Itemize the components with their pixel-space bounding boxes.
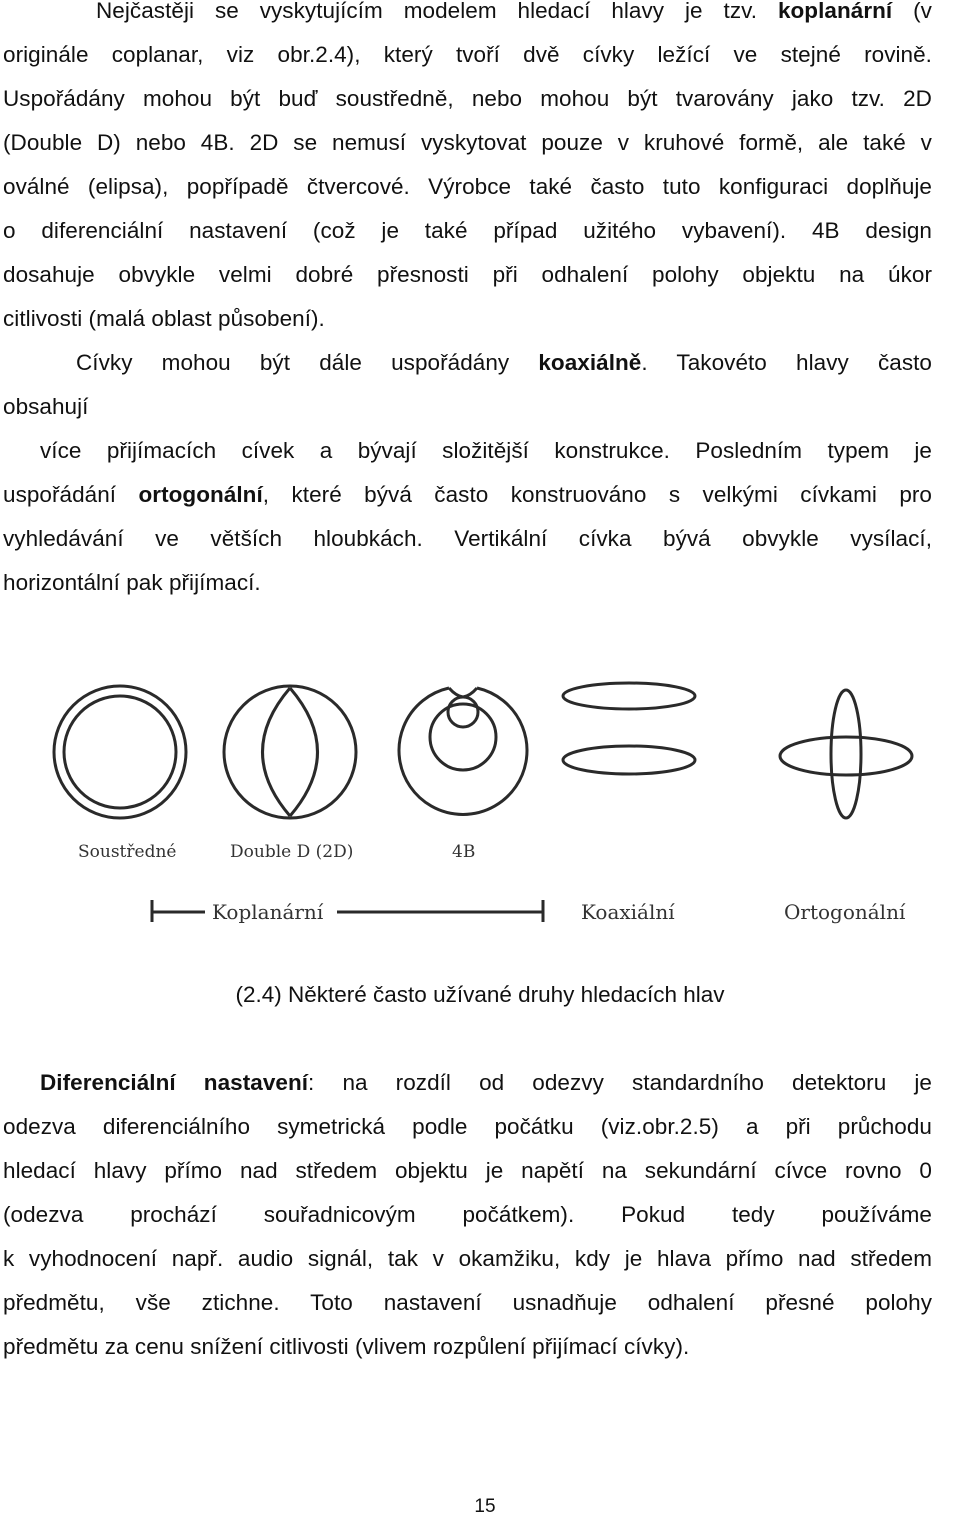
page-number: 15: [474, 1496, 496, 1517]
orthogonal-vertical-coil: [831, 690, 861, 818]
bold-term-koplanarni: koplanární: [777, 0, 893, 23]
double-d-left-arc: [263, 688, 291, 816]
paragraph-3-line-6: předmětu, vše ztichne. Toto nastavení usnadňuje odhalení přesné polohy: [3, 1290, 932, 1315]
paragraph-2-line-1: [76, 348, 932, 378]
paragraph-1-line-8: citlivosti (malá oblast působení).: [3, 306, 325, 331]
paragraph-3-line-4: (odezva prochází souřadnicovým počátkem). Pokud tedy používáme: [3, 1202, 932, 1227]
text-run: : na rozdíl od odezvy standardního detektoru je: [308, 1070, 932, 1095]
text-run: , které bývá často konstruováno s velkými cívkami pro: [262, 482, 932, 507]
double-d-right-arc: [290, 688, 318, 816]
paragraph-2-line-3: více přijímacích cívek a bývají složitější konstrukce. Posledním typem je: [40, 438, 932, 463]
figure-caption: (2.4) Některé často užívané druhy hledacích hlav: [235, 982, 725, 1007]
label-koaxialni: Koaxiální: [581, 900, 675, 924]
label-double-d: Double D (2D): [230, 842, 354, 862]
paragraph-1-line-7: dosahuje obvykle velmi dobré přesnosti při odhalení polohy objektu na úkor: [3, 262, 932, 287]
paragraph-3-line-5: k vyhodnocení např. audio signál, tak v okamžiku, kdy je hlava přímo nad středem: [3, 1246, 932, 1271]
label-ortogonalni: Ortogonální: [784, 900, 906, 924]
paragraph-1-line-1: [96, 0, 932, 26]
4b-middle-coil: [430, 704, 496, 770]
label-soustredne: Soustředné: [78, 842, 177, 862]
4b-neck: [449, 688, 477, 697]
text-run: . Takovéto hlavy často: [641, 350, 932, 375]
concentric-inner-coil: [64, 696, 176, 808]
4b-outer-coil: [399, 688, 527, 814]
paragraph-2-line-4: [3, 480, 932, 510]
bold-term-koaxialne: koaxiálně: [538, 350, 642, 375]
paragraph-3-line-7: předmětu za cenu snížení citlivosti (vlivem rozpůlení přijímací cívky).: [3, 1334, 690, 1359]
paragraph-2-line-5: vyhledávání ve větších hloubkách. Vertikální cívka bývá obvykle vysílací,: [3, 526, 932, 551]
paragraph-1-line-3: Uspořádány mohou být buď soustředně, nebo mohou být tvarovány jako tzv. 2D: [3, 86, 932, 111]
4b-small-coil: [448, 697, 478, 727]
bold-term-ortogonalni: ortogonální: [138, 482, 263, 507]
paragraph-1-line-6: o diferenciální nastavení (což je také případ užitého vybavení). 4B design: [3, 218, 932, 243]
orthogonal-horizontal-coil: [780, 737, 912, 775]
text-run: Nejčastěji se vyskytujícím modelem hledací hlavy je tzv.: [96, 0, 778, 23]
paragraph-3-line-3: hledací hlavy přímo nad středem objektu je napětí na sekundární cívce rovno 0: [3, 1158, 932, 1183]
bold-term-diferencialni-nastaveni: Diferenciální nastavení: [40, 1070, 309, 1095]
paragraph-2-line-2: obsahují: [3, 394, 89, 419]
label-koplanarni: Koplanární: [212, 900, 324, 924]
text-run: Cívky mohou být dále uspořádány: [76, 350, 539, 375]
paragraph-1-line-4: (Double D) nebo 4B. 2D se nemusí vyskytovat pouze v kruhové formě, ale také v: [3, 130, 932, 155]
text-run: uspořádání: [3, 482, 139, 507]
coaxial-top-coil: [563, 683, 695, 709]
paragraph-3-line-2: odezva diferenciálního symetrická podle počátku (viz.obr.2.5) a při průchodu: [3, 1114, 932, 1139]
paragraph-1-line-5: oválné (elipsa), popřípadě čtvercové. Výrobce také často tuto konfiguraci doplňuje: [3, 174, 932, 199]
coaxial-bottom-coil: [563, 746, 695, 774]
paragraph-1-line-2: originále coplanar, viz obr.2.4), který tvoří dvě cívky ležící ve stejné rovině.: [3, 42, 932, 67]
label-4b: 4B: [452, 842, 476, 862]
double-d-outer-coil: [224, 686, 356, 818]
paragraph-2-line-6: horizontální pak přijímací.: [3, 570, 261, 595]
concentric-outer-coil: [54, 686, 186, 818]
paragraph-3-line-1: [40, 1068, 932, 1098]
text-run: (v: [892, 0, 932, 23]
search-coil-diagram: [0, 660, 960, 940]
